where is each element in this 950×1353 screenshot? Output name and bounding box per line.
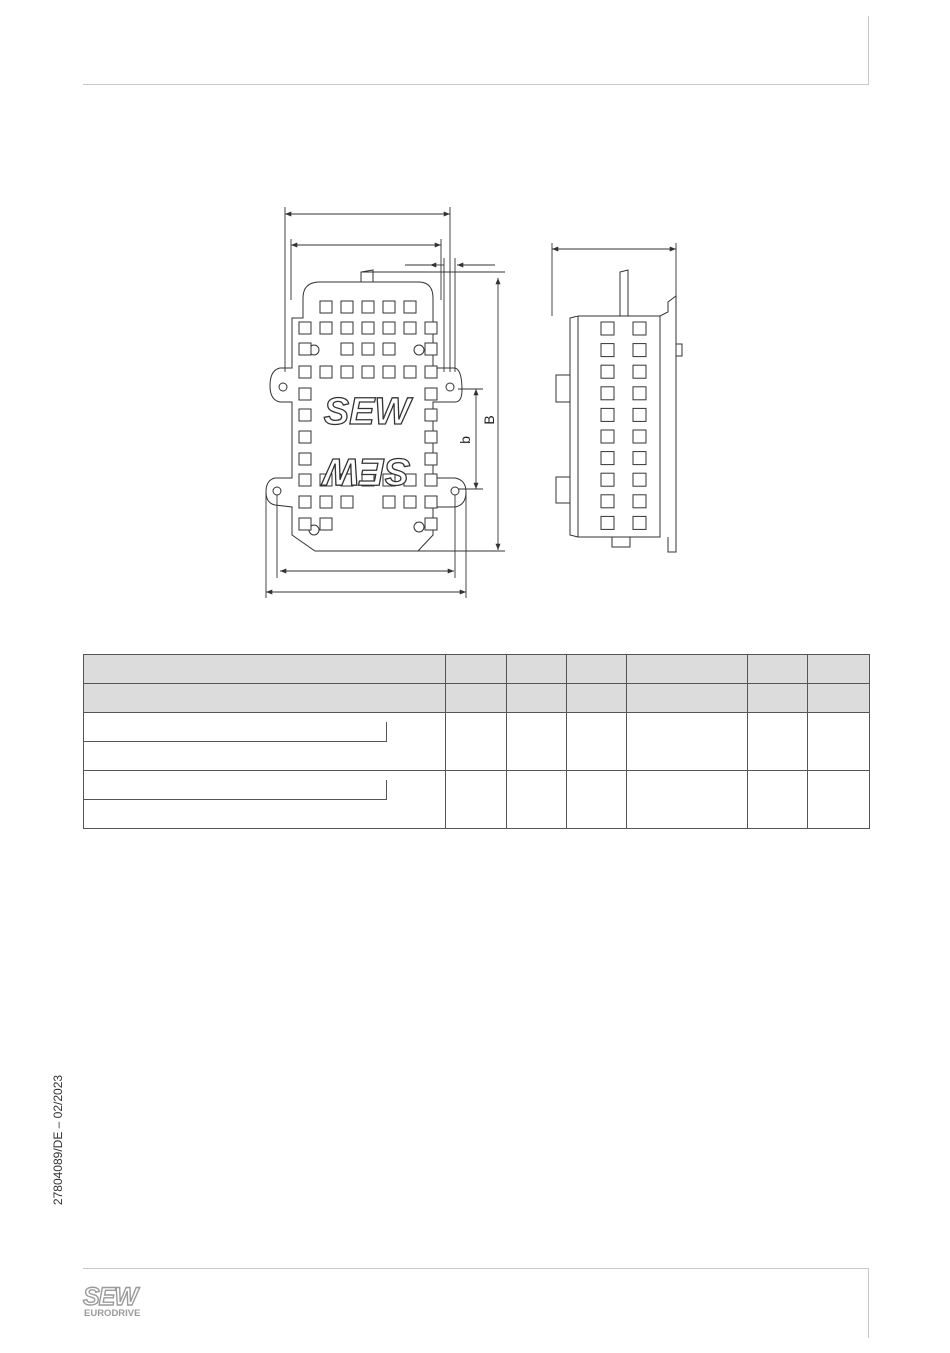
header-edge (868, 16, 869, 85)
vent-slot (425, 496, 437, 508)
mount-hole-top-right (446, 383, 454, 391)
vent-slot (299, 343, 311, 355)
table-subheader-row (84, 684, 870, 713)
vent-slot (404, 496, 416, 508)
sew-eurodrive-logo (82, 1283, 154, 1319)
vent-slot (601, 495, 614, 508)
vent-slot (633, 365, 646, 378)
dimension-label-B: B (481, 415, 497, 425)
vent-slot (601, 344, 614, 357)
vent-slot (425, 474, 437, 486)
vent-slot (633, 452, 646, 465)
vent-slot (601, 387, 614, 400)
footer-edge (868, 1268, 869, 1338)
vent-slot (425, 409, 437, 421)
vent-slot (299, 409, 311, 421)
vent-slot (299, 496, 311, 508)
vent-slot (362, 301, 374, 313)
vent-slot (425, 518, 437, 530)
table-row (84, 713, 870, 771)
logo-brand: SEW (83, 1283, 137, 1311)
vent-slot (341, 496, 353, 508)
logo-brand-sub: EURODRIVE (84, 1308, 141, 1319)
vent-slot (341, 301, 353, 313)
vent-slot (404, 301, 416, 313)
front-logo-text-mirrored: SEW (323, 450, 411, 492)
vent-slot (601, 516, 614, 529)
document-reference: 27804089/DE – 02/2023 (51, 1074, 65, 1206)
vent-slot (299, 431, 311, 443)
vent-slot (383, 366, 395, 378)
vent-slot (383, 496, 395, 508)
technical-drawing (255, 200, 695, 610)
dimension-label-b: b (457, 436, 473, 444)
vent-slot (633, 473, 646, 486)
vent-slot (383, 343, 395, 355)
vent-slot (299, 518, 311, 530)
vent-slot (404, 322, 416, 334)
vent-slot (362, 322, 374, 334)
vent-slot (425, 431, 437, 443)
vent-slot (320, 518, 332, 530)
vent-slot (425, 366, 437, 378)
screw (414, 522, 424, 532)
vent-slot (299, 366, 311, 378)
vent-slot (601, 322, 614, 335)
vent-slot (299, 388, 311, 400)
table-row (84, 771, 870, 829)
vent-slot (341, 343, 353, 355)
vent-slot (362, 343, 374, 355)
dimension-table (83, 654, 870, 829)
vent-slot (299, 322, 311, 334)
vent-slot (601, 452, 614, 465)
vent-slot (601, 473, 614, 486)
vent-slot (320, 301, 332, 313)
vent-slot (320, 496, 332, 508)
vent-slot (633, 495, 646, 508)
vent-slot (633, 430, 646, 443)
vent-slot (404, 366, 416, 378)
table-header-row (84, 655, 870, 684)
vent-slot (633, 344, 646, 357)
vent-slot (299, 453, 311, 465)
vent-slot (341, 366, 353, 378)
vent-slot (383, 301, 395, 313)
vent-slot (601, 430, 614, 443)
front-logo-text: SEW (323, 391, 411, 433)
vent-slot (633, 408, 646, 421)
footer-rule (83, 1268, 869, 1269)
vent-slot (633, 387, 646, 400)
screw (414, 345, 424, 355)
vent-slot (425, 453, 437, 465)
vent-slot (425, 343, 437, 355)
vent-slot (425, 388, 437, 400)
vent-slot (601, 408, 614, 421)
vent-slot (362, 366, 374, 378)
mount-hole-bottom-right (451, 487, 459, 495)
vent-slot (383, 322, 395, 334)
vent-slot (425, 322, 437, 334)
vent-slot (341, 322, 353, 334)
mount-hole-bottom-left (273, 487, 281, 495)
header-rule (83, 84, 869, 85)
vent-slot (320, 366, 332, 378)
mount-hole-top-left (279, 383, 287, 391)
vent-slot (633, 516, 646, 529)
vent-slot (320, 322, 332, 334)
vent-slot (601, 365, 614, 378)
vent-slot (633, 322, 646, 335)
vent-slot (299, 474, 311, 486)
